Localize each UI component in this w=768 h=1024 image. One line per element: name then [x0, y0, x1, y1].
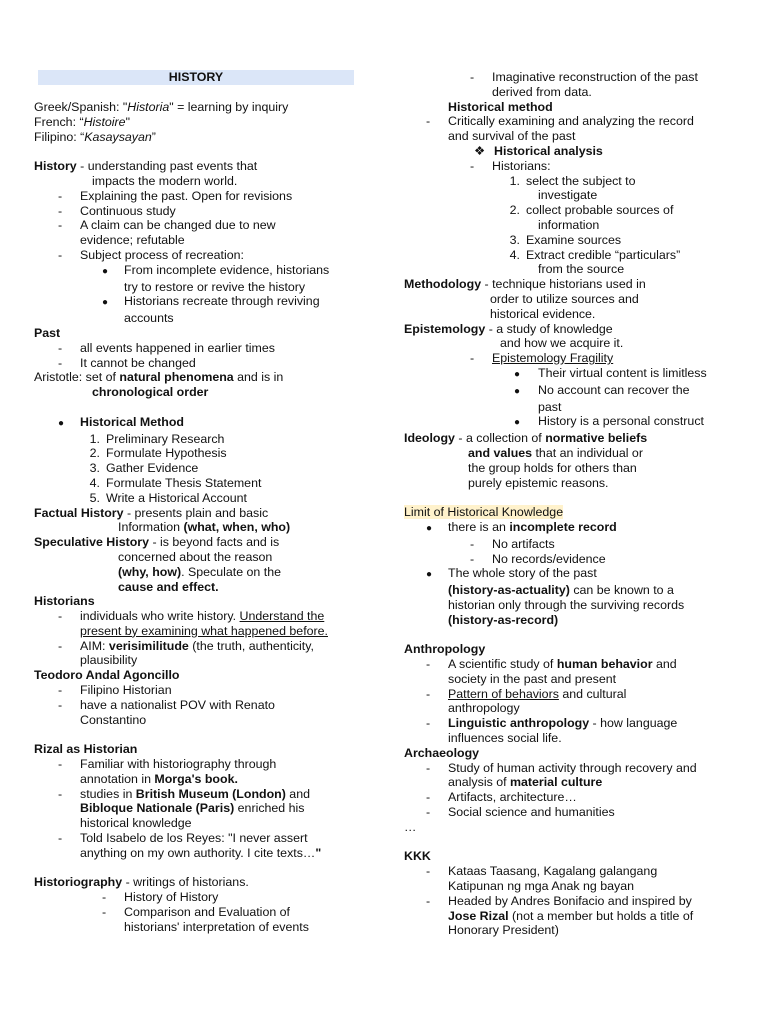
bullet-item: ● No account can recover the [514, 382, 690, 397]
list-item: - Critically examining and analyzing the record [426, 114, 694, 129]
list-item-cont: anything on my own authority. I cite texts…" [80, 845, 322, 860]
bullet-item: ● there is an incomplete record [426, 519, 617, 534]
historical-method-heading-2: Historical method [448, 99, 553, 114]
list-item-cont: analysis of material culture [448, 775, 603, 790]
list-item-cont: plausibility [80, 653, 138, 668]
bullet-item: ● From incomplete evidence, historians [102, 262, 330, 277]
list-item: - Study of human activity through recovery and [426, 760, 697, 775]
agoncillo-heading: Teodoro Andal Agoncillo [34, 668, 180, 683]
bullet-item-cont: past [538, 399, 562, 414]
bullet-item-cont: (history-as-record) [448, 612, 559, 627]
list-item-cont: anthropology [448, 701, 520, 716]
numbered-item: 2. collect probable sources of [509, 203, 674, 218]
list-item: - Kataas Taasang, Kagalang galangang [426, 864, 658, 879]
list-item-cont: historical knowledge [80, 816, 192, 831]
kkk-heading: KKK [404, 849, 431, 864]
list-item: - Filipino Historian [58, 683, 172, 698]
list-item: - It cannot be changed [58, 355, 196, 370]
list-item: - No records/evidence [470, 551, 606, 566]
page-title: HISTORY [38, 70, 354, 85]
numbered-item: 3. Examine sources [509, 232, 622, 247]
list-item: - Imaginative reconstruction of the past [470, 70, 698, 84]
list-item: - Familiar with historiography through [58, 757, 277, 772]
etym-filipino: Filipino: “Kasaysayan” [34, 129, 156, 144]
speculative-history-cont: concerned about the reason [118, 549, 273, 564]
left-column [34, 70, 374, 935]
list-item: - AIM: verisimilitude (the truth, authenticity, [58, 638, 314, 653]
list-item: - individuals who write history. Understand the [58, 609, 325, 624]
history-definition: History - understanding past events that [34, 159, 258, 174]
numbered-item: 1. select the subject to [509, 173, 636, 188]
bullet-item: ● Their virtual content is limitless [514, 365, 707, 380]
numbered-item: 2. Formulate Hypothesis [89, 446, 227, 461]
list-item: - A claim can be changed due to new [58, 218, 276, 233]
bullet-item: ● Historians recreate through reviving [102, 294, 320, 309]
historical-method-heading: ● Historical Method [58, 414, 184, 429]
list-item: - all events happened in earlier times [58, 340, 275, 355]
numbered-item: 4. Extract credible “particulars” [509, 247, 681, 262]
list-item: - Historians: [470, 158, 551, 173]
factual-history: Factual History - presents plain and basic [34, 505, 269, 520]
ideology-cont: purely epistemic reasons. [468, 475, 609, 490]
speculative-history: Speculative History - is beyond facts and is [34, 535, 280, 550]
methodology-cont: order to utilize sources and [490, 291, 639, 306]
speculative-history-cont: cause and effect. [118, 579, 219, 594]
list-item-cont: and survival of the past [448, 129, 576, 144]
historical-analysis-heading: ❖ Historical analysis [474, 143, 603, 158]
bullet-item-cont: (history-as-actuality) can be known to a [448, 583, 674, 598]
ideology-definition: Ideology - a collection of normative beliefs [404, 431, 648, 446]
list-item-cont: Honorary President) [448, 923, 559, 938]
list-item-cont: Constantino [80, 712, 147, 727]
bullet-item-cont: accounts [124, 311, 174, 326]
archaeology-heading: Archaeology [404, 745, 480, 760]
list-item-cont: annotation in Morga's book. [80, 771, 238, 786]
ideology-cont: and values that an individual or [468, 445, 643, 460]
factual-history-cont: Information (what, when, who) [118, 520, 291, 535]
list-item: - A scientific study of human behavior and [426, 657, 677, 672]
list-item-cont: present by examining what happened before. [80, 623, 328, 638]
numbered-item-cont: information [538, 217, 600, 232]
rizal-heading: Rizal as Historian [34, 742, 138, 757]
list-item-cont: Bibloque Nationale (Paris) enriched his [80, 801, 305, 816]
past-heading: Past [34, 325, 61, 340]
numbered-item: 4. Formulate Thesis Statement [89, 475, 262, 490]
diamond-bullet-icon: ❖ [474, 143, 486, 158]
list-item-cont: influences social life. [448, 731, 562, 746]
list-item: - Headed by Andres Bonifacio and inspired by [426, 893, 692, 908]
list-item: - Artifacts, architecture… [426, 790, 577, 805]
numbered-item: 1. Preliminary Research [89, 431, 225, 446]
bullet-item: ● The whole story of the past [426, 566, 597, 581]
methodology-cont: historical evidence. [490, 306, 596, 321]
list-item: - No artifacts [470, 536, 555, 551]
list-item-cont: derived from data. [492, 84, 592, 99]
numbered-item-cont: from the source [538, 262, 625, 277]
history-definition-cont: impacts the modern world. [92, 173, 238, 188]
ellipsis: … [404, 819, 417, 834]
epistemology-cont: and how we acquire it. [500, 336, 624, 351]
list-item: - Continuous study [58, 203, 176, 218]
list-item-cont: Katipunan ng mga Anak ng bayan [448, 879, 635, 894]
list-item-cont: historians' interpretation of events [124, 919, 309, 934]
list-item: - Comparison and Evaluation of [102, 905, 290, 920]
list-item: - History of History [102, 890, 219, 905]
bullet-item: ● History is a personal construct [514, 414, 704, 429]
list-item: - Explaining the past. Open for revisions [58, 188, 293, 203]
right-column [404, 70, 744, 938]
list-item: - have a nationalist POV with Renato [58, 697, 275, 712]
list-item-cont: society in the past and present [448, 671, 617, 686]
list-item-cont: Jose Rizal (not a member but holds a title of [448, 908, 694, 923]
speculative-history-cont: (why, how). Speculate on the [118, 564, 281, 579]
epistemology-definition: Epistemology - a study of knowledge [404, 321, 613, 336]
list-item: - Pattern of behaviors and cultural [426, 686, 627, 701]
historians-heading: Historians [34, 594, 95, 609]
anthropology-heading: Anthropology [404, 642, 486, 657]
aristotle-line-cont: chronological order [92, 385, 209, 400]
historiography-definition: Historiography - writings of historians. [34, 875, 249, 890]
list-item: - Subject process of recreation: [58, 247, 244, 262]
list-item-cont: evidence; refutable [80, 233, 185, 248]
ideology-cont: the group holds for others than [468, 460, 637, 475]
list-item: - Linguistic anthropology - how language [426, 716, 678, 731]
list-item: - Told Isabelo de los Reyes: "I never assert [58, 831, 308, 846]
list-item: - studies in British Museum (London) and [58, 786, 310, 801]
numbered-item: 5. Write a Historical Account [89, 490, 247, 505]
list-item: - Epistemology Fragility [470, 351, 614, 366]
bullet-item-cont: try to restore or revive the history [124, 279, 306, 294]
etym-greek: Greek/Spanish: "Historia" = learning by inquiry [34, 100, 289, 114]
numbered-item-cont: investigate [538, 188, 598, 203]
numbered-item: 3. Gather Evidence [89, 461, 199, 476]
list-item: - Social science and humanities [426, 805, 615, 820]
bullet-item-cont: historian only through the surviving records [448, 597, 685, 612]
methodology-definition: Methodology - technique historians used in [404, 277, 646, 292]
etym-french: French: “Histoire" [34, 114, 130, 129]
limit-heading: Limit of Historical Knowledge [404, 505, 564, 520]
aristotle-line: Aristotle: set of natural phenomena and is in [34, 370, 284, 385]
